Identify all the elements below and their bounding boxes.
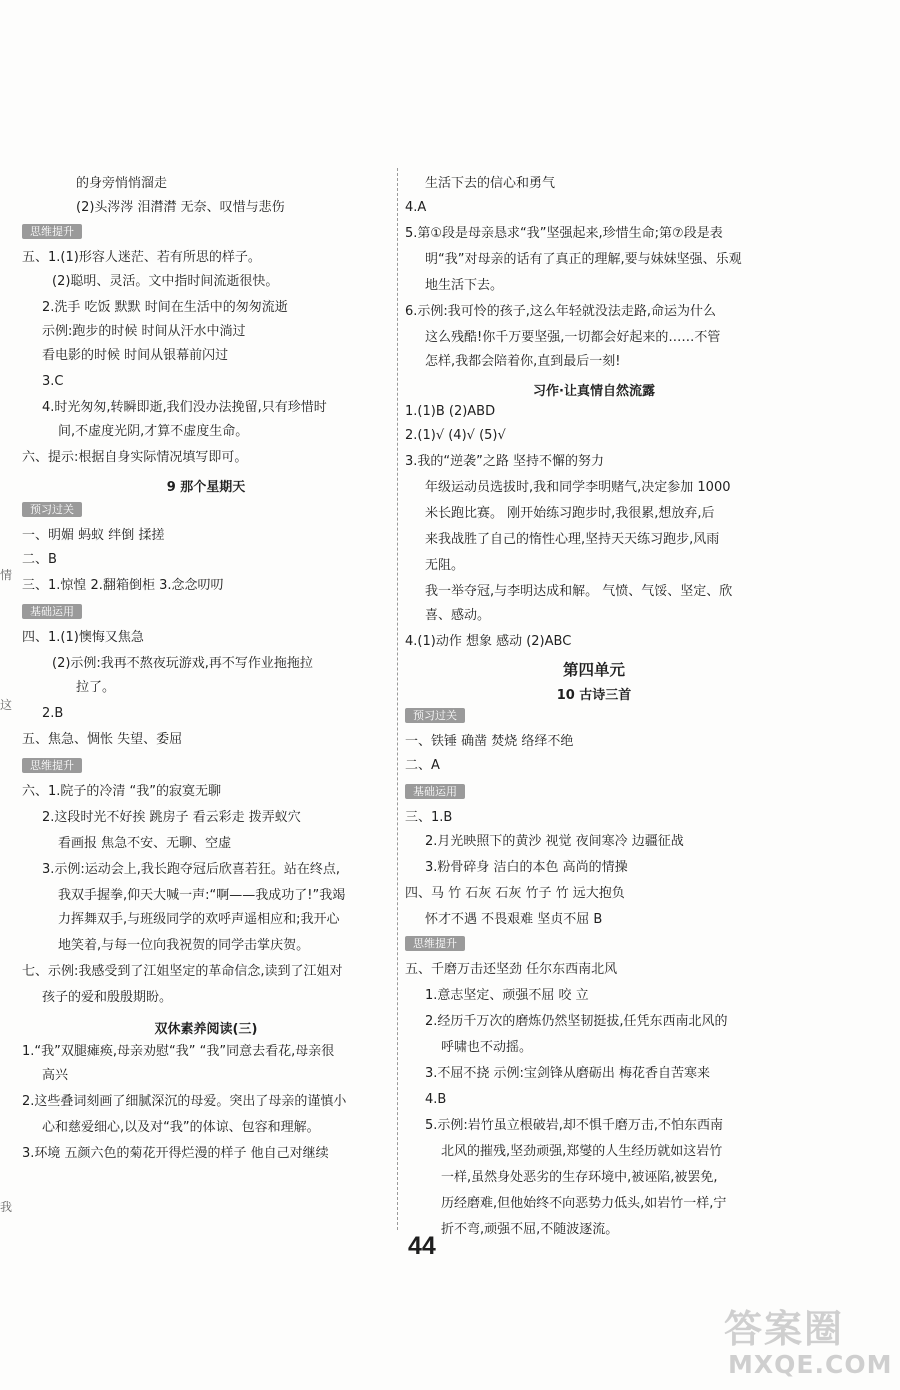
answer-line: 1.意志坚定、顽强不屈 咬 立 [425,988,589,1003]
section-badge: 预习过关 [22,502,82,517]
answer-line: 4.B [425,1092,447,1107]
answer-line: 我一举夺冠,与李明达成和解。 气愤、气馁、坚定、欣 [425,584,733,599]
answer-line: 呼啸也不动摇。 [441,1040,533,1055]
answer-line: 我双手握拳,仰天大喊一声:“啊——我成功了!”我竭 [58,888,346,903]
answer-line: 北风的摧残,坚劲顽强,郑燮的人生经历就如这岩竹 [441,1144,723,1159]
answer-line: 的身旁悄悄溜走 [76,176,168,191]
section-badge: 思维提升 [405,936,465,951]
watermark-logo-text: 答案圈 [724,1307,845,1351]
answer-line: 2.月光映照下的黄沙 视觉 夜间寒冷 边疆征战 [425,834,684,849]
answer-line: 力挥舞双手,与班级同学的欢呼声遥相应和;我开心 [58,912,340,927]
answer-line: 怎样,我都会陪着你,直到最后一刻! [425,354,621,369]
page-number: 44 [408,1232,436,1260]
answer-line: 孩子的爱和殷殷期盼。 [42,990,173,1005]
section-badge: 思维提升 [22,758,82,773]
margin-mark: 情 [0,568,13,582]
answer-line: 二、B [22,552,57,567]
answer-line: 五、焦急、惆怅 失望、委屈 [22,732,183,747]
column-divider [397,168,398,1230]
answer-line: 5.第①段是母亲恳求“我”坚强起来,珍惜生命;第⑦段是表 [405,226,723,241]
answer-line: 拉了。 [76,680,116,695]
section-badge: 基础运用 [22,604,82,619]
answer-line: 3.不屈不挠 示例:宝剑锋从磨砺出 梅花香自苦寒来 [425,1066,711,1081]
answer-line: 看电影的时候 时间从银幕前闪过 [42,348,229,363]
answer-line: 五、千磨万击还坚劲 任尔东西南北风 [405,962,618,977]
unit-heading: 第四单元 [562,661,625,679]
answer-line: 历经磨难,但他始终不向恶势力低头,如岩竹一样,宁 [441,1196,727,1211]
answer-line: 4.(1)动作 想象 感动 (2)ABC [405,634,572,649]
answer-line: 米长跑比赛。 刚开始练习跑步时,我很累,想放弃,后 [425,506,715,521]
answer-line: (2)示例:我再不熬夜玩游戏,再不写作业拖拖拉 [52,656,313,671]
answer-line: 五、1.(1)形容人迷茫、若有所思的样子。 [22,250,261,265]
answer-line: 三、1.B [405,810,453,825]
watermark-logo [720,1298,893,1382]
answer-line: 二、A [405,758,440,773]
answer-line: 四、马 竹 石灰 石灰 竹子 竹 远大抱负 [405,886,625,901]
answer-line: 明“我”对母亲的话有了真正的理解,要与妹妹坚强、乐观 [425,252,742,267]
answer-line: 3.示例:运动会上,我长跑夺冠后欣喜若狂。站在终点, [42,862,341,877]
answer-line: 一、铁锤 确凿 焚烧 络绎不绝 [405,734,574,749]
watermark-url: MXQE.COM [728,1350,893,1379]
answer-line: (2)聪明、灵活。文中指时间流逝很快。 [52,274,279,289]
answer-line: 2.洗手 吃饭 默默 时间在生活中的匆匆流逝 [42,300,288,315]
answer-line: 心和慈爱细心,以及对“我”的体谅、包容和理解。 [42,1120,320,1135]
answer-line: (2)头涔涔 泪潸潸 无奈、叹惜与悲伤 [76,200,285,215]
answer-line: 3.粉骨碎身 洁白的本色 高尚的情操 [425,860,628,875]
answer-line: 1.“我”双腿瘫痪,母亲劝慰“我” “我”同意去看花,母亲很 [22,1044,335,1059]
answer-line: 5.示例:岩竹虽立根破岩,却不惧千磨万击,不怕东西南 [425,1118,724,1133]
answer-line: 来我战胜了自己的惰性心理,坚持天天练习跑步,风雨 [425,532,720,547]
answer-line: 4.时光匆匆,转瞬即逝,我们没办法挽留,只有珍惜时 [42,400,327,415]
answer-line: 六、提示:根据自身实际情况填写即可。 [22,450,248,465]
answer-line: 4.A [405,200,427,215]
answer-line: 地笑着,与每一位向我祝贺的同学击掌庆贺。 [58,938,310,953]
answer-line: 七、示例:我感受到了江姐坚定的革命信念,读到了江姐对 [22,964,343,979]
section-badge: 思维提升 [22,224,82,239]
section-badge: 预习过关 [405,708,465,723]
answer-line: 年级运动员选拔时,我和同学李明赌气,决定参加 1000 [425,480,731,495]
answer-line: 3.环境 五颜六色的菊花开得烂漫的样子 他自己对继续 [22,1146,329,1161]
answer-line: 2.这些叠词刻画了细腻深沉的母爱。突出了母亲的谨慎小 [22,1094,347,1109]
answer-line: 折不弯,顽强不屈,不随波逐流。 [441,1222,619,1237]
margin-mark: 这 [0,698,13,712]
answer-line: 怀才不遇 不畏艰难 坚贞不屈 B [425,912,603,927]
answer-line: 示例:跑步的时候 时间从汗水中淌过 [42,324,246,339]
answer-line: 2.B [42,706,64,721]
answer-line: 三、1.惊惶 2.翻箱倒柜 3.念念叨叨 [22,578,224,593]
answer-line: 一样,虽然身处恶劣的生存环境中,被诬陷,被罢免, [441,1170,718,1185]
answer-line: 3.我的“逆袭”之路 坚持不懈的努力 [405,454,605,469]
answer-line: 3.C [42,374,64,389]
answer-line: 2.这段时光不好挨 跳房子 看云彩走 拨弄蚁穴 [42,810,301,825]
answer-line: 高兴 [42,1068,69,1083]
answer-line: 生活下去的信心和勇气 [425,176,556,191]
answer-line: 六、1.院子的冷清 “我”的寂寞无聊 [22,784,222,799]
margin-mark: 我 [0,1200,13,1214]
answer-line: 看画报 焦急不安、无聊、空虚 [58,836,232,851]
answer-line: 地生活下去。 [425,278,504,293]
answer-line: 2.经历千万次的磨炼仍然坚韧挺拔,任凭东西南北风的 [425,1014,728,1029]
section-heading: 10 古诗三首 [556,688,632,703]
section-heading: 9 那个星期天 [166,480,246,495]
section-heading: 习作·让真情自然流露 [533,384,655,399]
answer-line: 喜、感动。 [425,608,491,623]
answer-line: 这么残酷!你千万要坚强,一切都会好起来的……不管 [425,330,721,345]
answer-line: 四、1.(1)懊悔又焦急 [22,630,144,645]
answer-line: 无阻。 [425,558,465,573]
answer-line: 一、明媚 蚂蚁 绊倒 揉搓 [22,528,165,543]
answer-line: 1.(1)B (2)ABD [405,404,496,419]
answer-line: 2.(1)√ (4)√ (5)√ [405,428,506,443]
section-badge: 基础运用 [405,784,465,799]
section-heading: 双休素养阅读(三) [154,1022,258,1037]
answer-line: 间,不虚度光阴,才算不虚度生命。 [58,424,249,439]
answer-line: 6.示例:我可怜的孩子,这么年轻就没法走路,命运为什么 [405,304,717,319]
